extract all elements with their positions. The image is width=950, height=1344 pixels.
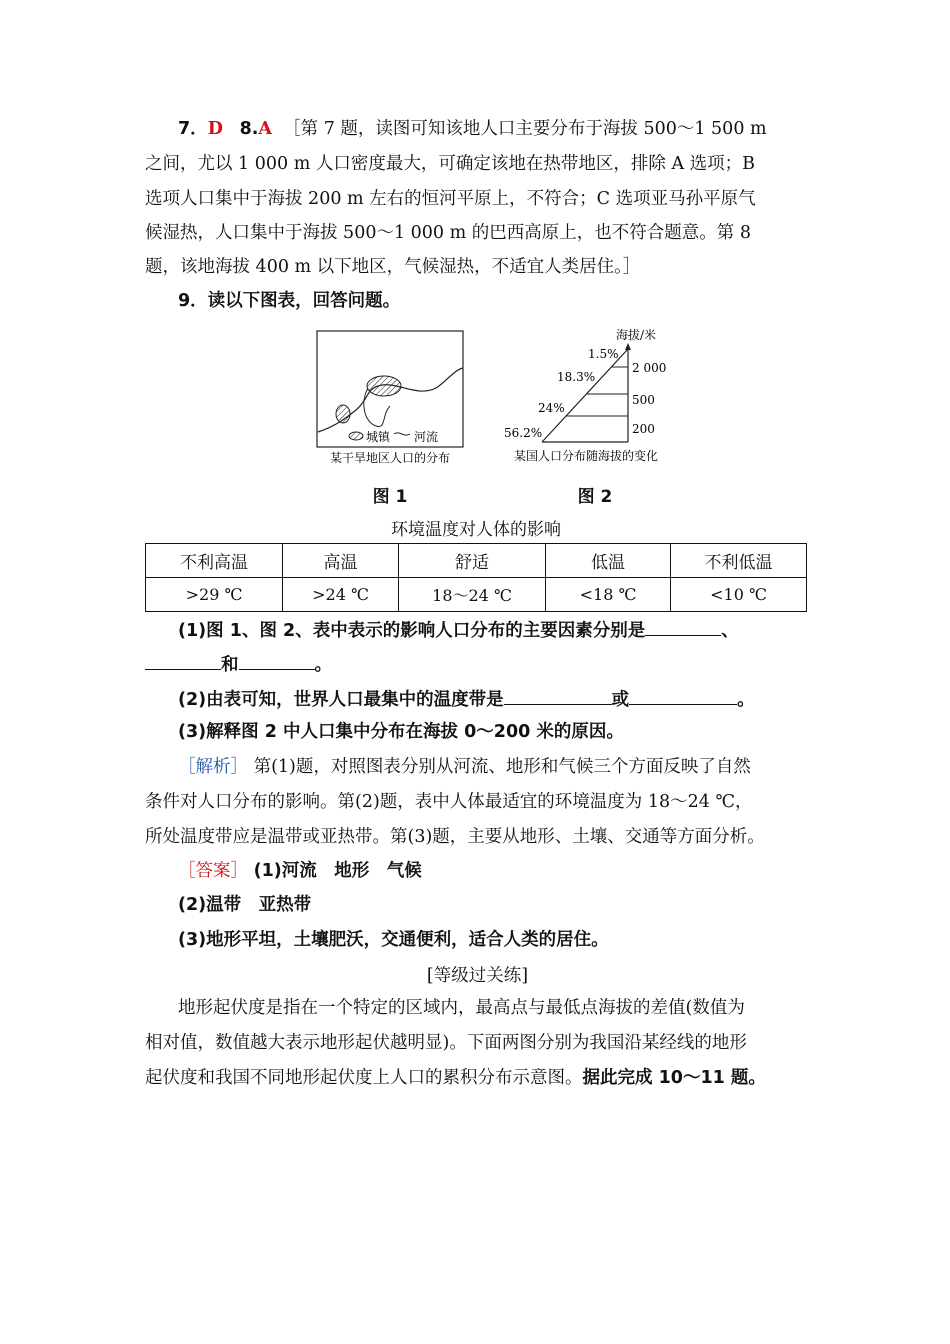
q9-sub2: [178, 686, 810, 712]
table-header-cell: 高温: [283, 544, 399, 578]
section-para-3-instruction: 据此完成 10～11 题。: [582, 1068, 766, 1088]
answer-blank-2[interactable]: [145, 651, 221, 670]
table-cell: >29 ℃: [146, 578, 283, 612]
table-cell: <10 ℃: [671, 578, 807, 612]
figure-1-label: 图 1: [372, 487, 408, 507]
town-large: [367, 376, 401, 396]
table-row: [146, 578, 807, 612]
fig2-percent-3: 24%: [538, 401, 565, 415]
analysis-line-2: 条件对人口分布的影响。第(2)题，表中人体最适宜的环境温度为 18～24 ℃，: [145, 792, 753, 812]
fig2-slope: [542, 349, 628, 442]
table-cell: 18～24 ℃: [399, 578, 546, 612]
q8-answer: A: [258, 119, 272, 139]
fig2-level-label-200: 200: [632, 422, 655, 436]
q9-title: 9．读以下图表，回答问题。: [178, 291, 401, 311]
legend-town-icon: [349, 432, 363, 440]
q7-8-line-2: 之间，尤以 1 000 m 人口密度最大，可确定该地在热带地区，排除 A 选项；B: [145, 154, 756, 174]
q9-sub1-separator: 、: [721, 621, 739, 641]
table-title: 环境温度对人体的影响: [391, 520, 561, 540]
analysis-line-1: [178, 755, 810, 779]
fig2-axis-arrow: [625, 343, 631, 350]
answer-text-1: (1)河流 地形 气候: [253, 861, 422, 881]
q9-sub1-text: (1)图 1、图 2、表中表示的影响人口分布的主要因素分别是: [178, 621, 646, 641]
legend-town-label: 城镇: [366, 430, 391, 444]
q9-sub3: (3)解释图 2 中人口集中分布在海拔 0～200 米的原因。: [178, 722, 624, 742]
table-header-row: [146, 544, 807, 578]
fig2-axis-label: 海拔/米: [615, 328, 657, 342]
table-header-cell: 低温: [546, 544, 671, 578]
q9-sub1-cont: [145, 651, 810, 677]
temperature-table: [145, 543, 807, 612]
q9-sub1: [178, 617, 810, 643]
answer-blank-4[interactable]: [504, 686, 612, 705]
q7-number: 7．: [178, 119, 208, 139]
table-header-cell: 舒适: [399, 544, 546, 578]
legend-river-icon: [394, 433, 410, 435]
fig2-percent-top: 1.5%: [588, 347, 619, 361]
analysis-tag: ［解析］: [178, 757, 248, 777]
q7-8-line-1: [178, 117, 810, 141]
table-header-cell: 不利高温: [146, 544, 283, 578]
table-cell: <18 ℃: [546, 578, 671, 612]
q7-8-line-5: 题，该地海拔 400 m 以下地区，气候湿热，不适宜人类居住。］: [145, 257, 641, 277]
analysis-line-3: 所处温度带应是温带或亚热带。第(3)题，主要从地形、土壤、交通等方面分析。: [145, 827, 765, 847]
figure-2-caption: 某国人口分布随海拔的变化: [513, 449, 659, 463]
answer-blank-5[interactable]: [629, 686, 737, 705]
answer-line-1: [178, 859, 810, 883]
table-header-cell: 不利低温: [671, 544, 807, 578]
table-cell: >24 ℃: [283, 578, 399, 612]
fig2-percent-2: 18.3%: [557, 370, 596, 384]
q9-sub2-end: 。: [737, 690, 755, 710]
answer-line-3: (3)地形平坦，土壤肥沃，交通便利，适合人类的居住。: [178, 930, 609, 950]
q7-8-line-4: 候湿热，人口集中于海拔 500～1 000 m 的巴西高原上，也不符合题意。第 8: [145, 223, 751, 243]
q7-8-line-3: 选项人口集中于海拔 200 m 左右的恒河平原上，不符合；C 选项亚马孙平原气: [145, 189, 756, 209]
legend-river-label: 河流: [414, 430, 439, 444]
analysis-text-1: 第(1)题，对照图表分别从河流、地形和气候三个方面反映了自然: [253, 757, 751, 777]
section-para-1: 地形起伏度是指在一个特定的区域内，最高点与最低点海拔的差值(数值为: [178, 998, 745, 1018]
q9-sub1-end: 。: [314, 655, 332, 675]
q9-sub2-or: 或: [611, 690, 630, 710]
answer-tag: ［答案］: [178, 861, 248, 881]
q7-answer: D: [207, 119, 223, 139]
section-para-3-text: 起伏度和我国不同地形起伏度上人口的累积分布示意图。: [145, 1068, 583, 1088]
q9-sub2-text: (2)由表可知，世界人口最集中的温度带是: [178, 690, 504, 710]
answer-line-2: (2)温带 亚热带: [178, 895, 312, 915]
figure-2: [498, 325, 674, 468]
q8-number: 8.: [239, 119, 259, 139]
town-small: [336, 405, 350, 423]
answer-blank-1[interactable]: [645, 617, 721, 636]
figure-1-caption: 某干旱地区人口的分布: [329, 451, 451, 465]
section-para-3: [145, 1066, 810, 1090]
fig2-level-label-500: 500: [632, 393, 655, 407]
fig2-percent-bottom: 56.2%: [504, 426, 543, 440]
figure-2-label: 图 2: [577, 487, 613, 507]
section-title: [等级过关练]: [426, 966, 529, 986]
section-para-2: 相对值，数值越大表示地形起伏越明显)。下面两图分别为我国沿某经线的地形: [145, 1033, 747, 1053]
q9-sub1-and: 和: [221, 655, 239, 675]
answer-blank-3[interactable]: [239, 651, 315, 670]
q7-8-explanation-1: ［第 7 题，读图可知该地人口主要分布于海拔 500～1 500 m: [283, 119, 767, 139]
fig2-level-label-2000: 2 000: [632, 361, 667, 375]
figure-1: [316, 330, 464, 468]
